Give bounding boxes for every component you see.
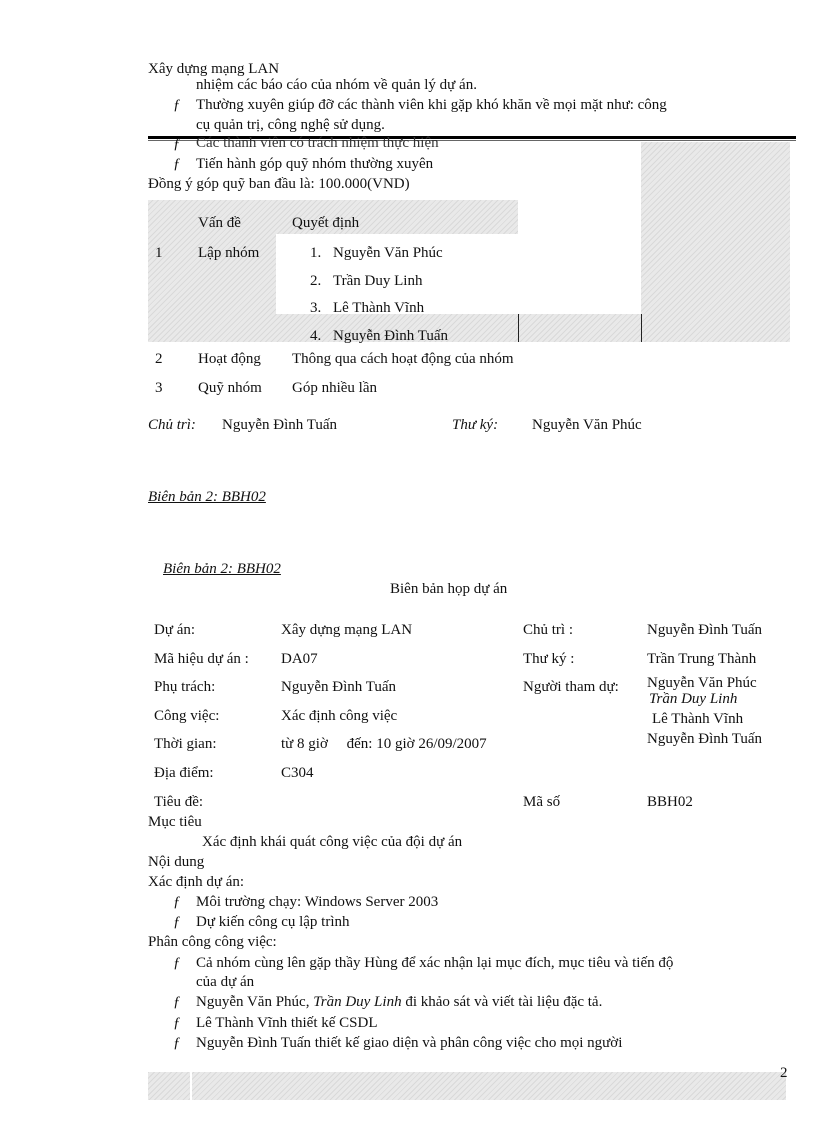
bullet-icon: ƒ bbox=[173, 1015, 181, 1031]
bullet-text-struck: Các thành viên có trách nhiệm thực hiện bbox=[196, 135, 439, 151]
assign-item: Cả nhóm cùng lên gặp thầy Hùng để xác nhận lại mục đích, mục tiêu và tiến độ bbox=[196, 955, 674, 971]
define-heading: Xác định dự án: bbox=[148, 874, 245, 890]
assign-item: Lê Thành Vĩnh thiết kế CSDL bbox=[196, 1015, 378, 1031]
secretary-label: Thư ký: bbox=[452, 417, 499, 433]
bullet-icon: ƒ bbox=[173, 955, 181, 971]
member-number: 1. bbox=[310, 245, 322, 261]
participant: Nguyễn Đình Tuấn bbox=[647, 731, 763, 747]
info-value: Nguyễn Đình Tuấn bbox=[281, 679, 397, 695]
info-value: Xây dựng mạng LAN bbox=[281, 622, 413, 638]
report-line: nhiệm các báo cáo của nhóm về quản lý dự án. bbox=[196, 77, 477, 93]
col-header-issue: Vấn đề bbox=[198, 215, 241, 231]
row-issue: Quỹ nhóm bbox=[198, 380, 262, 396]
info-label: Dự án: bbox=[154, 622, 196, 638]
member-number: 3. bbox=[310, 300, 322, 316]
minutes-title: Biên bản họp dự án bbox=[390, 581, 508, 597]
table-blank-right bbox=[518, 142, 641, 314]
info-label: Địa điểm: bbox=[154, 765, 214, 781]
bullet-icon: ƒ bbox=[173, 97, 181, 113]
define-item: Môi trường chạy: Windows Server 2003 bbox=[196, 894, 439, 910]
member-number: 2. bbox=[310, 273, 322, 289]
assign-item bbox=[196, 993, 602, 1011]
assign-name: Nguyễn Văn Phúc, bbox=[196, 994, 314, 1010]
bullet-text-cont: cụ quản trị, công nghệ sử dụng. bbox=[196, 117, 385, 133]
info-label: Tiêu đề: bbox=[154, 794, 204, 810]
table-divider-1 bbox=[518, 314, 519, 342]
participant: Lê Thành Vĩnh bbox=[652, 711, 744, 727]
bullet-icon: ƒ bbox=[173, 914, 181, 930]
row-number: 1 bbox=[155, 245, 163, 261]
assign-task: đi khảo sát và viết tài liệu đặc tả. bbox=[401, 994, 603, 1010]
chair-label: Chủ trì: bbox=[148, 417, 196, 433]
assign-item-cont: của dự án bbox=[196, 974, 255, 990]
secretary-label-right: Thư ký : bbox=[523, 651, 575, 667]
code-label: Mã số bbox=[523, 794, 561, 810]
member-name: Nguyễn Văn Phúc bbox=[333, 245, 443, 261]
row-issue: Hoạt động bbox=[198, 351, 261, 367]
member-name: Lê Thành Vĩnh bbox=[333, 300, 425, 316]
bullet-icon: ƒ bbox=[173, 1035, 181, 1051]
minutes-heading: Biên bản 2: BBH02 bbox=[148, 489, 266, 505]
row-decision: Góp nhiều lần bbox=[292, 380, 377, 396]
info-label: Công việc: bbox=[154, 708, 220, 724]
member-number: 4. bbox=[310, 328, 322, 344]
bullet-text: Thường xuyên giúp đỡ các thành viên khi gặp khó khăn về mọi mặt như: công bbox=[196, 97, 667, 113]
footer-shading bbox=[148, 1072, 786, 1100]
participants-label: Người tham dự: bbox=[523, 679, 619, 695]
info-value: DA07 bbox=[281, 651, 318, 667]
assign-item: Nguyễn Đình Tuấn thiết kế giao diện và phân công việc cho mọi người bbox=[196, 1035, 623, 1051]
info-label: Mã hiệu dự án : bbox=[154, 651, 249, 667]
row-issue: Lập nhóm bbox=[198, 245, 260, 261]
member-name: Trần Duy Linh bbox=[333, 273, 423, 289]
info-value: từ 8 giờ đến: 10 giờ 26/09/2007 bbox=[281, 736, 487, 752]
page-number: 2 bbox=[780, 1065, 788, 1081]
minutes-heading-repeat: Biên bản 2: BBH02 bbox=[163, 561, 281, 577]
row-number: 2 bbox=[155, 351, 163, 367]
bullet-text: Tiến hành góp quỹ nhóm thường xuyên bbox=[196, 156, 434, 172]
bullet-icon: ƒ bbox=[173, 894, 181, 910]
info-label: Phụ trách: bbox=[154, 679, 216, 695]
project-title: Xây dựng mạng LAN bbox=[148, 61, 280, 77]
chair-name: Nguyễn Đình Tuấn bbox=[222, 417, 338, 433]
participant: Nguyễn Văn Phúc bbox=[647, 675, 757, 691]
member-name: Nguyễn Đình Tuấn bbox=[333, 328, 449, 344]
bullet-icon: ƒ bbox=[173, 156, 181, 172]
content-heading: Nội dung bbox=[148, 854, 205, 870]
info-label: Thời gian: bbox=[154, 736, 217, 752]
participant: Trần Duy Linh bbox=[649, 691, 738, 707]
goal-heading: Mục tiêu bbox=[148, 814, 202, 830]
fund-agreement: Đồng ý góp quỹ ban đầu là: 100.000(VND) bbox=[148, 176, 410, 192]
goal-text: Xác định khái quát công việc của đội dự án bbox=[202, 834, 463, 850]
info-value: Xác định công việc bbox=[281, 708, 398, 724]
secretary-name: Nguyễn Văn Phúc bbox=[532, 417, 642, 433]
secretary-value-right: Trần Trung Thành bbox=[647, 651, 757, 667]
assign-heading: Phân công công việc: bbox=[148, 934, 277, 950]
info-value: C304 bbox=[281, 765, 314, 781]
row-number: 3 bbox=[155, 380, 163, 396]
row-decision: Thông qua cách hoạt động của nhóm bbox=[292, 351, 514, 367]
bullet-icon: ƒ bbox=[173, 136, 181, 152]
chair-value-right: Nguyễn Đình Tuấn bbox=[647, 622, 763, 638]
footer-divider bbox=[190, 1072, 192, 1100]
col-header-decision: Quyết định bbox=[292, 215, 360, 231]
define-item: Dự kiến công cụ lập trình bbox=[196, 914, 350, 930]
chair-label-right: Chủ trì : bbox=[523, 622, 574, 638]
table-divider-2 bbox=[641, 314, 642, 342]
code-value: BBH02 bbox=[647, 794, 693, 810]
assign-name-italic: Trần Duy Linh bbox=[313, 994, 402, 1010]
bullet-icon: ƒ bbox=[173, 994, 181, 1010]
